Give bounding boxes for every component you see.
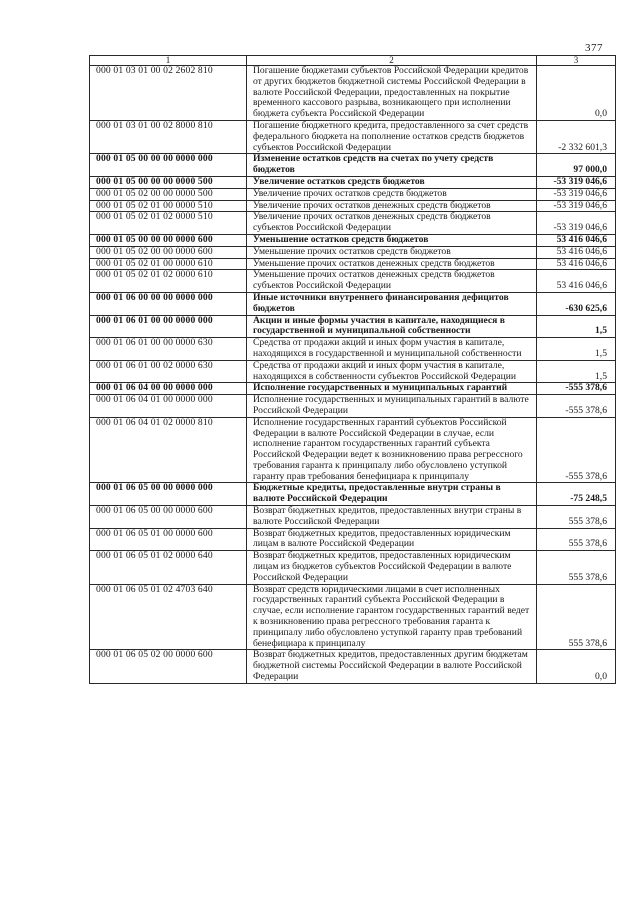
table-body bbox=[90, 66, 616, 684]
amount-cell: -630 625,6 bbox=[537, 292, 616, 315]
table-row bbox=[90, 338, 616, 361]
table-row bbox=[90, 383, 616, 395]
amount-cell: -53 319 046,6 bbox=[537, 188, 616, 200]
amount-cell: -75 248,5 bbox=[537, 483, 616, 506]
description-cell: Погашение бюджетного кредита, предоставленного за счет средств федерального бюджета на пополнение остатков средств бюджетов субъектов Российской Федерации bbox=[247, 120, 537, 153]
budget-code-cell: 000 01 05 00 00 00 0000 600 bbox=[90, 234, 247, 246]
amount-cell: -555 378,6 bbox=[537, 383, 616, 395]
description-cell: Уменьшение прочих остатков денежных средств бюджетов bbox=[247, 258, 537, 270]
description-cell: Иные источники внутреннего финансирования дефицитов бюджетов bbox=[247, 292, 537, 315]
amount-cell: 555 378,6 bbox=[537, 584, 616, 650]
budget-code-cell: 000 01 06 04 00 00 0000 000 bbox=[90, 383, 247, 395]
description-cell: Возврат бюджетных кредитов, предоставленных другим бюджетам бюджетной системы Российской Федерации в валюте Российской Федерации bbox=[247, 650, 537, 683]
table-row bbox=[90, 360, 616, 383]
description-cell: Возврат бюджетных кредитов, предоставленных юридическим лицам из бюджетов субъектов Российской Федерации в валюте Российской Федерации bbox=[247, 551, 537, 584]
budget-code-cell: 000 01 06 05 00 00 0000 000 bbox=[90, 483, 247, 506]
description-cell: Уменьшение прочих остатков средств бюджетов bbox=[247, 246, 537, 258]
amount-cell: -2 332 601,3 bbox=[537, 120, 616, 153]
header-col-3: 3 bbox=[537, 56, 616, 66]
table-row bbox=[90, 395, 616, 418]
amount-cell: 1,5 bbox=[537, 338, 616, 361]
table-row bbox=[90, 528, 616, 551]
budget-code-cell: 000 01 06 05 01 02 4703 640 bbox=[90, 584, 247, 650]
table-row bbox=[90, 417, 616, 483]
amount-cell: 53 416 046,6 bbox=[537, 270, 616, 293]
table-row bbox=[90, 212, 616, 235]
table-row bbox=[90, 234, 616, 246]
description-cell: Погашение бюджетами субъектов Российской Федерации кредитов от других бюджетов бюджетной системы Российской Федерации в валюте Российской Федерации, предоставленных на покрытие временного кассового разрыва, возникающего при исполнении бюджета субъекта Российской Федерации bbox=[247, 66, 537, 121]
amount-cell: -555 378,6 bbox=[537, 417, 616, 483]
budget-code-cell: 000 01 06 04 01 02 0000 810 bbox=[90, 417, 247, 483]
table-row bbox=[90, 551, 616, 584]
description-cell: Увеличение остатков средств бюджетов bbox=[247, 176, 537, 188]
table-row bbox=[90, 315, 616, 338]
description-cell: Изменение остатков средств на счетах по учету средств бюджетов bbox=[247, 154, 537, 177]
description-cell: Исполнение государственных и муниципальных гарантий bbox=[247, 383, 537, 395]
description-cell: Возврат бюджетных кредитов, предоставленных юридическим лицам в валюте Российской Федерации bbox=[247, 528, 537, 551]
budget-code-cell: 000 01 05 00 00 00 0000 000 bbox=[90, 154, 247, 177]
description-cell: Акции и иные формы участия в капитале, находящиеся в государственной и муниципальной собственности bbox=[247, 315, 537, 338]
budget-code-cell: 000 01 03 01 00 02 2602 810 bbox=[90, 66, 247, 121]
table-row bbox=[90, 506, 616, 529]
budget-code-cell: 000 01 06 01 00 00 0000 630 bbox=[90, 338, 247, 361]
description-cell: Увеличение прочих остатков денежных средств бюджетов bbox=[247, 200, 537, 212]
budget-code-cell: 000 01 06 05 00 00 0000 600 bbox=[90, 506, 247, 529]
budget-code-cell: 000 01 05 02 01 00 0000 510 bbox=[90, 200, 247, 212]
budget-code-cell: 000 01 06 00 00 00 0000 000 bbox=[90, 292, 247, 315]
amount-cell: 555 378,6 bbox=[537, 528, 616, 551]
description-cell: Бюджетные кредиты, предоставленные внутри страны в валюте Российской Федерации bbox=[247, 483, 537, 506]
amount-cell: 555 378,6 bbox=[537, 506, 616, 529]
table-row bbox=[90, 120, 616, 153]
table-row bbox=[90, 258, 616, 270]
description-cell: Уменьшение остатков средств бюджетов bbox=[247, 234, 537, 246]
amount-cell: 53 416 046,6 bbox=[537, 258, 616, 270]
description-cell: Исполнение государственных и муниципальных гарантий в валюте Российской Федерации bbox=[247, 395, 537, 418]
budget-sources-table bbox=[89, 55, 616, 684]
description-cell: Уменьшение прочих остатков денежных средств бюджетов субъектов Российской Федерации bbox=[247, 270, 537, 293]
header-col-1: 1 bbox=[90, 56, 247, 66]
amount-cell: 1,5 bbox=[537, 315, 616, 338]
budget-code-cell: 000 01 06 05 01 02 0000 640 bbox=[90, 551, 247, 584]
description-cell: Возврат бюджетных кредитов, предоставленных внутри страны в валюте Российской Федерации bbox=[247, 506, 537, 529]
amount-cell: 0,0 bbox=[537, 66, 616, 121]
budget-code-cell: 000 01 05 02 01 02 0000 510 bbox=[90, 212, 247, 235]
table-row bbox=[90, 584, 616, 650]
table-row bbox=[90, 66, 616, 121]
budget-code-cell: 000 01 05 02 00 00 0000 500 bbox=[90, 188, 247, 200]
table-row bbox=[90, 270, 616, 293]
amount-cell: 53 416 046,6 bbox=[537, 234, 616, 246]
table-row bbox=[90, 188, 616, 200]
amount-cell: -555 378,6 bbox=[537, 395, 616, 418]
description-cell: Исполнение государственных гарантий субъектов Российской Федерации в валюте Российской Федерации в случае, если исполнение гарантом государственных гарантий субъекта Российской Федерации ведет к возникновению права регрессного требования гаранта к принципалу либо обусловлено уступкой гаранту прав требования бенефициара к принципалу bbox=[247, 417, 537, 483]
amount-cell: -53 319 046,6 bbox=[537, 212, 616, 235]
description-cell: Средства от продажи акций и иных форм участия в капитале, находящихся в государственной и муниципальной собственности bbox=[247, 338, 537, 361]
table-row bbox=[90, 200, 616, 212]
description-cell: Увеличение прочих остатков денежных средств бюджетов субъектов Российской Федерации bbox=[247, 212, 537, 235]
budget-code-cell: 000 01 06 01 00 02 0000 630 bbox=[90, 360, 247, 383]
amount-cell: 555 378,6 bbox=[537, 551, 616, 584]
budget-code-cell: 000 01 06 05 02 00 0000 600 bbox=[90, 650, 247, 683]
description-cell: Увеличение прочих остатков средств бюджетов bbox=[247, 188, 537, 200]
budget-code-cell: 000 01 05 00 00 00 0000 500 bbox=[90, 176, 247, 188]
amount-cell: 0,0 bbox=[537, 650, 616, 683]
table-row bbox=[90, 292, 616, 315]
description-cell: Возврат средств юридическими лицами в счет исполненных государственных гарантий субъекта Российской Федерации в случае, если исполнение гарантом государственных гарантий ведет к возникновению права регрессного требования гаранта к принципалу либо обусловлено уступкой гаранту прав требований бенефициара к принципалу bbox=[247, 584, 537, 650]
amount-cell: -53 319 046,6 bbox=[537, 200, 616, 212]
table-row bbox=[90, 650, 616, 683]
budget-code-cell: 000 01 05 02 00 00 0000 600 bbox=[90, 246, 247, 258]
description-cell: Средства от продажи акций и иных форм участия в капитале, находящихся в собственности субъектов Российской Федерации bbox=[247, 360, 537, 383]
amount-cell: -53 319 046,6 bbox=[537, 176, 616, 188]
table-row bbox=[90, 176, 616, 188]
budget-code-cell: 000 01 03 01 00 02 8000 810 bbox=[90, 120, 247, 153]
page-number: 377 bbox=[585, 42, 603, 54]
table-row bbox=[90, 246, 616, 258]
budget-code-cell: 000 01 05 02 01 00 0000 610 bbox=[90, 258, 247, 270]
budget-code-cell: 000 01 06 01 00 00 0000 000 bbox=[90, 315, 247, 338]
amount-cell: 1,5 bbox=[537, 360, 616, 383]
table-row bbox=[90, 483, 616, 506]
budget-code-cell: 000 01 06 04 01 00 0000 000 bbox=[90, 395, 247, 418]
budget-code-cell: 000 01 06 05 01 00 0000 600 bbox=[90, 528, 247, 551]
amount-cell: 97 000,0 bbox=[537, 154, 616, 177]
table-header bbox=[90, 56, 616, 66]
amount-cell: 53 416 046,6 bbox=[537, 246, 616, 258]
budget-code-cell: 000 01 05 02 01 02 0000 610 bbox=[90, 270, 247, 293]
table-row bbox=[90, 154, 616, 177]
header-col-2: 2 bbox=[247, 56, 537, 66]
